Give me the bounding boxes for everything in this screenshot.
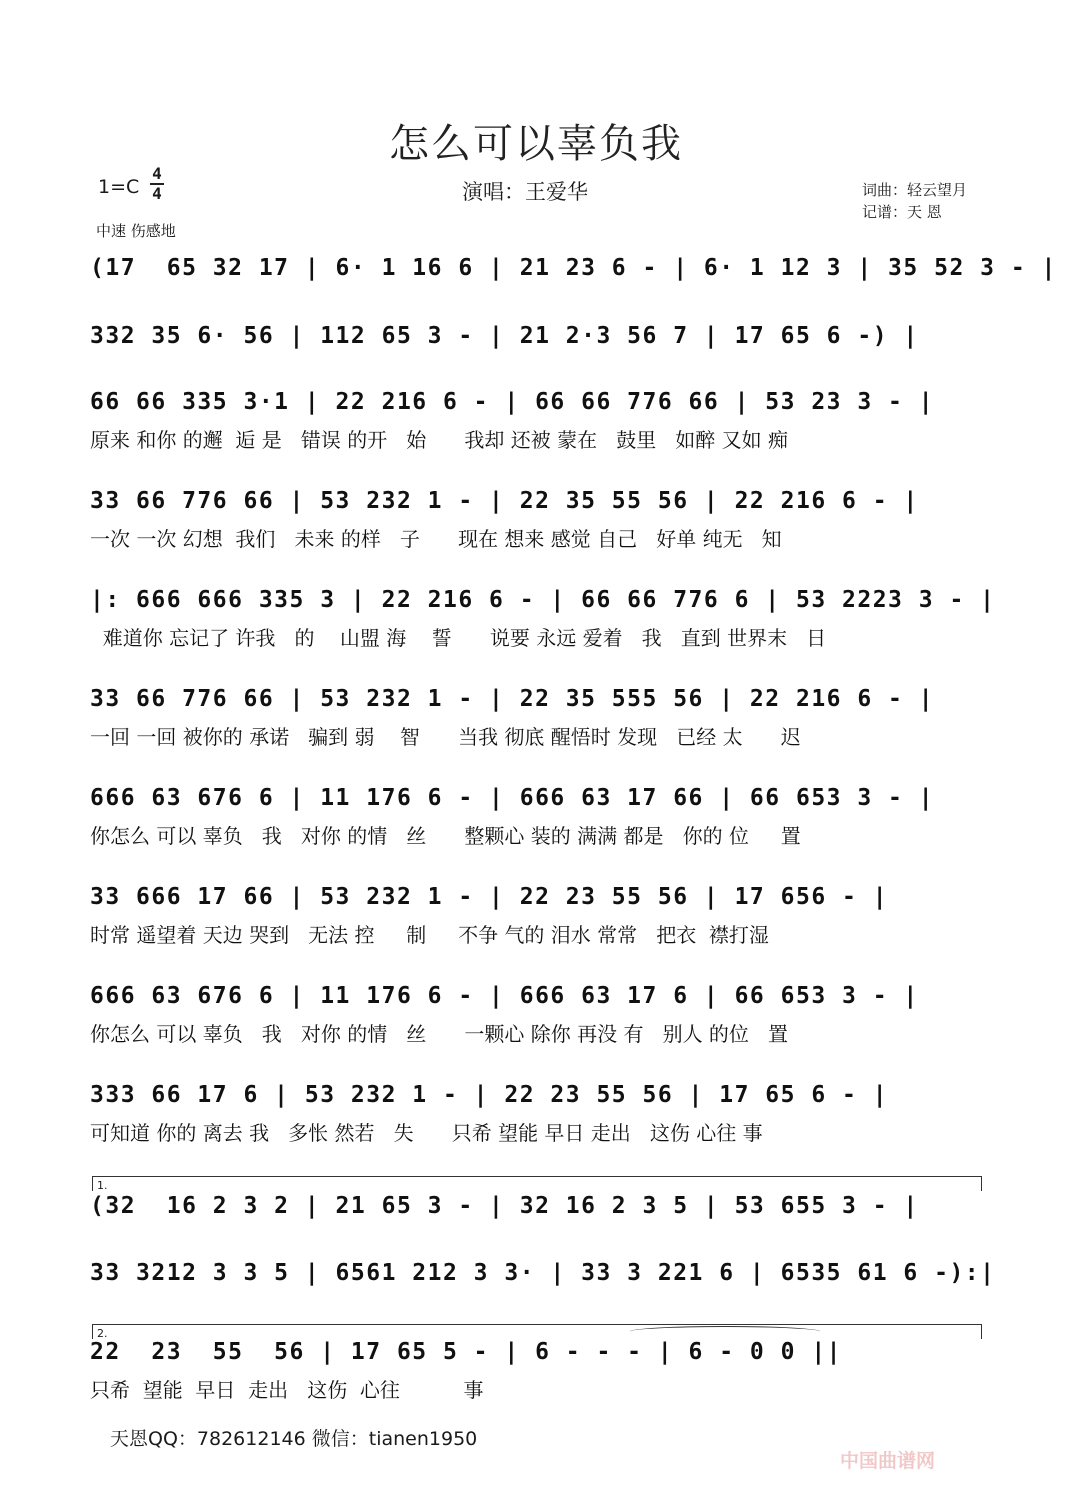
transcriber: 记谱：天 恩 — [862, 203, 942, 221]
notes: 22 23 55 56 | 17 65 5 - | 6 - - - | 6 - 0 0 || — [90, 1339, 843, 1365]
notes: 33 666 17 66 | 53 232 1 - | 22 23 55 56 | 17 656 - | — [90, 884, 889, 910]
time-sig-bottom: 4 — [152, 184, 162, 203]
first-ending-bracket — [92, 1176, 982, 1191]
song-title: 怎么可以辜负我 — [389, 121, 683, 167]
time-signature — [150, 166, 164, 202]
tie-arc — [630, 1326, 820, 1337]
notes: 33 66 776 66 | 53 232 1 - | 22 35 55 56 | 22 216 6 - | — [90, 488, 919, 514]
notes: 333 66 17 6 | 53 232 1 - | 22 23 55 56 | 17 65 6 - | — [90, 1082, 889, 1108]
notes: 33 3212 3 3 5 | 6561 212 3 3· | 33 3 221 6 | 6535 61 6 -):| — [90, 1260, 996, 1286]
lyrics: 原来 和你 的邂 逅 是 错误 的开 始 我却 还被 蒙在 鼓里 如醉 又如 痴 — [90, 428, 789, 452]
notes: 66 66 335 3·1 | 22 216 6 - | 66 66 776 66 | 53 23 3 - | — [90, 389, 935, 415]
time-sig-top: 4 — [152, 164, 162, 183]
lyrics: 难道你 忘记了 许我 的 山盟 海 誓 说要 永远 爱着 我 直到 世界末 日 — [90, 626, 827, 650]
notes: 332 35 6· 56 | 112 65 3 - | 21 2·3 56 7 | 17 65 6 -) | — [90, 323, 919, 349]
notes: 666 63 676 6 | 11 176 6 - | 666 63 17 66 | 66 653 3 - | — [90, 785, 935, 811]
notes: 666 63 676 6 | 11 176 6 - | 666 63 17 6 | 66 653 3 - | — [90, 983, 919, 1009]
lyrics: 一回 一回 被你的 承诺 骗到 弱 智 当我 彻底 醒悟时 发现 已经 太 迟 — [90, 725, 801, 749]
notes: |: 666 666 335 3 | 22 216 6 - | 66 66 776 6 | 53 2223 3 - | — [90, 587, 996, 613]
lyrics: 只希 望能 早日 走出 这伤 心往 事 — [90, 1378, 484, 1402]
site-watermark: 中国曲谱网 — [840, 1450, 936, 1472]
lyrics: 你怎么 可以 辜负 我 对你 的情 丝 整颗心 装的 满满 都是 你的 位 置 — [90, 824, 801, 848]
lyrics: 可知道 你的 离去 我 多怅 然若 失 只希 望能 早日 走出 这伤 心往 事 — [90, 1121, 763, 1145]
second-ending-label: 2. — [97, 1327, 108, 1340]
notes: 33 66 776 66 | 53 232 1 - | 22 35 555 56 | 22 216 6 - | — [90, 686, 935, 712]
notes: (32 16 2 3 2 | 21 65 3 - | 32 16 2 3 5 | 53 655 3 - | — [90, 1193, 919, 1219]
lyrics: 一次 一次 幻想 我们 未来 的样 子 现在 想来 感觉 自己 好单 纯无 知 — [90, 527, 782, 551]
contact-info: 天恩QQ：782612146 微信：tianen1950 — [110, 1428, 478, 1450]
singer: 演唱：王爱华 — [462, 180, 588, 204]
key-signature: 1=C — [98, 176, 140, 198]
lyrics: 时常 遥望着 天边 哭到 无法 控 制 不争 气的 泪水 常常 把衣 襟打湿 — [90, 923, 769, 947]
composer: 词曲：轻云望月 — [862, 181, 968, 199]
notes: (17 65 32 17 | 6· 1 16 6 | 21 23 6 - | 6· 1 12 3 | 35 52 3 - | — [90, 255, 1057, 281]
lyrics: 你怎么 可以 辜负 我 对你 的情 丝 一颗心 除你 再没 有 别人 的位 置 — [90, 1022, 789, 1046]
first-ending-label: 1. — [97, 1179, 108, 1192]
tempo-marking: 中速 伤感地 — [96, 222, 176, 240]
